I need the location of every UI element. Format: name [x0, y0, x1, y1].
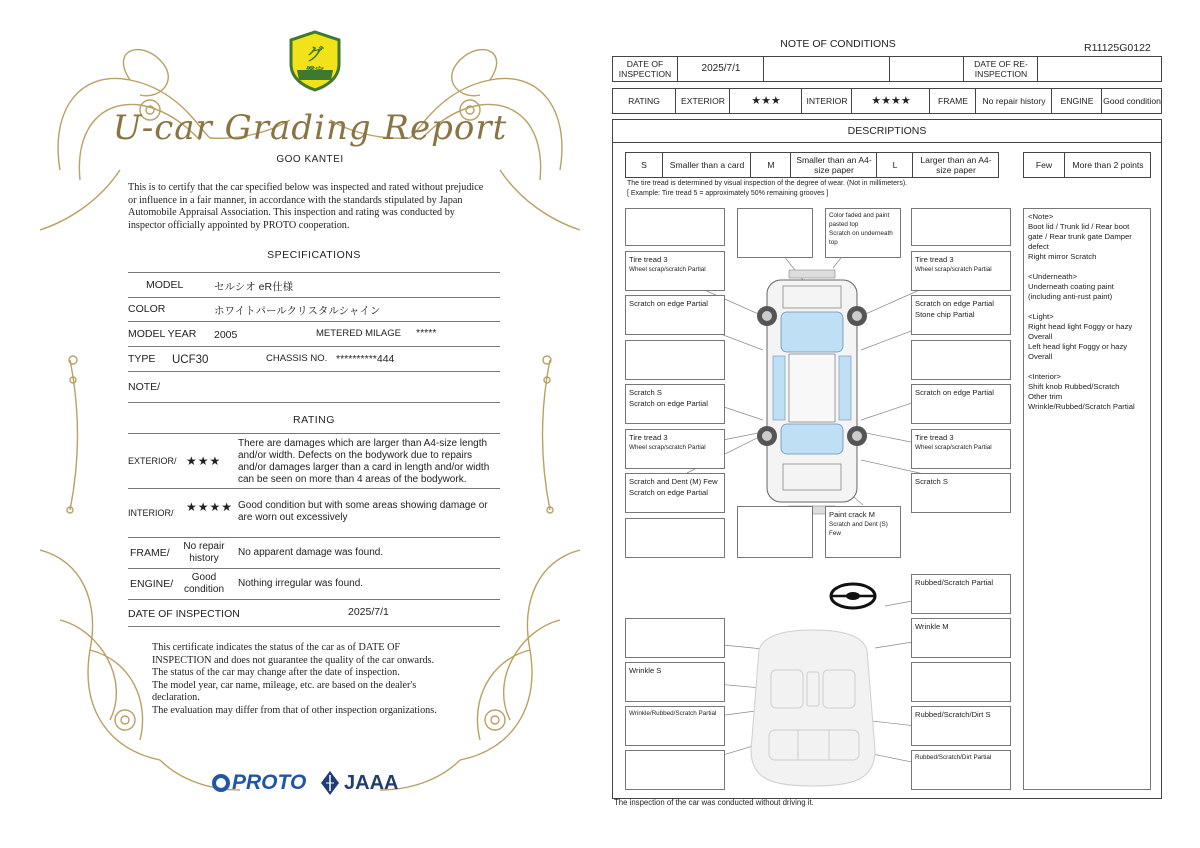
- rating-exterior-label: EXTERIOR: [675, 89, 730, 113]
- chassis-label: CHASSIS NO.: [266, 353, 328, 364]
- date-label: DATE OF INSPECTION: [128, 608, 240, 620]
- damage-note: Tire tread 3: [629, 433, 668, 442]
- footer-line: The model year, car name, mileage, etc. are based on the dealer's: [152, 679, 417, 691]
- damage-box-left-8: [625, 518, 725, 558]
- damage-box-left-2: [625, 251, 725, 291]
- footer-line: The status of the car may change after the date of inspection.: [152, 667, 400, 678]
- legend-l-desc: Larger than an A4-size paper: [912, 153, 999, 177]
- damage-box-left-5: [625, 384, 725, 424]
- color-value: ホワイトパールクリスタルシャイン: [214, 305, 381, 317]
- damage-note: Rubbed/Scratch Partial: [915, 578, 994, 587]
- jaaa-logo-text: JAAA: [344, 771, 399, 794]
- footer-line: This certificate indicates the status of the car as of DATE OF: [152, 642, 401, 653]
- specifications-heading: SPECIFICATIONS: [267, 249, 361, 261]
- damage-note: Wrinkle M: [915, 622, 949, 631]
- interior-box-left-3: [625, 662, 725, 702]
- legend-s-desc: Smaller than a card: [662, 153, 751, 177]
- interior-box-right-4: [911, 706, 1011, 746]
- conditions-footer: The inspection of the car was conducted without driving it.: [614, 798, 814, 807]
- spec-row-type: [128, 347, 500, 372]
- rating-row-date: [128, 600, 500, 627]
- damage-box-right-3: [911, 295, 1011, 335]
- engine-value: Good condition: [183, 572, 225, 595]
- note-line: Boot lid / Trunk lid / Rear boot gate / Rear trunk gate Damper defect: [1028, 222, 1132, 251]
- note-line: <Light>: [1028, 312, 1054, 321]
- proto-logo-text: PROTO: [232, 771, 307, 794]
- condition-notes-panel: [1023, 208, 1151, 790]
- damage-note: Tire tread 3: [915, 433, 954, 442]
- model-year-label: MODEL YEAR: [128, 328, 197, 340]
- damage-box-left-6: [625, 429, 725, 469]
- footer-line: The evaluation may differ from that of other inspection organizations.: [152, 704, 437, 716]
- reference-number: R11125G0122: [1084, 42, 1151, 54]
- jaaa-mark-icon: [320, 770, 340, 796]
- date-reinspection-value: [1037, 57, 1162, 81]
- type-value: UCF30: [172, 354, 209, 366]
- damage-box-right-5: [911, 384, 1011, 424]
- damage-box-right-4: [911, 340, 1011, 380]
- damage-box-left-1: [625, 208, 725, 246]
- rating-engine-value: Good condition: [1101, 89, 1162, 113]
- legend-few: Few: [1035, 160, 1053, 170]
- spec-row-model: [128, 272, 500, 298]
- interior-box-right-1: [911, 574, 1011, 614]
- damage-note: Scratch and Dent (M) Few: [629, 477, 718, 486]
- damage-note: Scratch and Dent (S) Few: [829, 521, 888, 537]
- interior-stars: ★★★★: [186, 500, 234, 514]
- legend-m-desc: Smaller than an A4-size paper: [790, 153, 877, 177]
- svg-text:グ: グ: [306, 45, 324, 65]
- report-title: U-car Grading Report: [112, 108, 508, 148]
- conditions-heading: NOTE OF CONDITIONS: [780, 38, 896, 50]
- damage-note: Tire tread 3: [629, 255, 668, 264]
- damage-note: Paint crack M: [829, 510, 875, 519]
- tire-note-1: The tire tread is determined by visual inspection of the degree of wear. (Not in millimeters).: [627, 180, 908, 187]
- damage-note: Wrinkle S: [629, 666, 662, 675]
- badge-text: 鑑定: [305, 66, 324, 76]
- damage-note: Scratch on edge Partial: [915, 388, 994, 397]
- steering-wheel-icon: [831, 584, 875, 608]
- legend-m: M: [750, 153, 791, 177]
- rating-exterior-stars: ★★★: [729, 89, 802, 113]
- note-line: Right head light Foggy or hazy Overall: [1028, 322, 1133, 341]
- engine-label: ENGINE/: [130, 578, 174, 590]
- interior-box-left-4: [625, 706, 725, 746]
- legend-l: L: [876, 153, 913, 177]
- descriptions-frame: [612, 119, 1162, 799]
- damage-note: Wheel scrap/scratch Partial: [629, 266, 706, 273]
- note-line: <Note>: [1028, 212, 1054, 221]
- legend-few-desc: More than 2 points: [1064, 153, 1151, 177]
- rating-row-exterior: [128, 433, 500, 489]
- damage-note: Wheel scrap/scratch Partial: [915, 444, 992, 451]
- frame-value: No repair history: [183, 541, 225, 564]
- spec-row-note: [128, 372, 500, 403]
- spec-row-color: [128, 297, 500, 322]
- damage-note: Rubbed/Scratch/Dirt S: [915, 710, 991, 719]
- damage-box-left-3: [625, 295, 725, 335]
- certificate-footer: [152, 642, 492, 717]
- tire-note-2: [ Example: Tire tread 5 = approximately 50% remaining grooves ]: [627, 190, 829, 197]
- footer-line: declaration.: [152, 692, 200, 703]
- legend-s: S: [641, 160, 647, 170]
- rating-engine-label: ENGINE: [1051, 89, 1102, 113]
- damage-note: Scratch S: [629, 388, 662, 397]
- date-inspection-value: 2025/7/1: [677, 57, 764, 81]
- damage-box-bottom-mid: [825, 506, 901, 558]
- rating-row-interior: [128, 488, 500, 538]
- rating-row-frame: [128, 538, 500, 569]
- damage-box-left-7: [625, 473, 725, 513]
- damage-note: Scratch S: [915, 477, 948, 486]
- report-subtitle: GOO KANTEI: [276, 154, 344, 165]
- goo-kantei-badge: [287, 30, 343, 92]
- rating-interior-label: INTERIOR: [801, 89, 852, 113]
- date-value: 2025/7/1: [348, 606, 389, 618]
- jaaa-logo: [320, 768, 398, 798]
- note-line: <Interior>: [1028, 372, 1061, 381]
- damage-note: Tire tread 3: [915, 255, 954, 264]
- note-line: Right mirror Scratch: [1028, 252, 1097, 261]
- note-spacer: [1028, 262, 1146, 272]
- damage-box-bottom-left: [737, 506, 813, 558]
- frame-desc: No apparent damage was found.: [238, 547, 384, 558]
- note-spacer: [1028, 302, 1146, 312]
- rating-frame-value: No repair history: [975, 89, 1052, 113]
- damage-note: Stone chip Partial: [915, 310, 975, 319]
- interior-label: INTERIOR/: [128, 508, 174, 518]
- rating-label: RATING: [628, 96, 660, 106]
- rating-heading: RATING: [293, 414, 335, 426]
- note-line: Left head light Foggy or hazy Overall: [1028, 342, 1128, 361]
- interior-box-left-2: [625, 618, 725, 658]
- damage-box-right-6: [911, 429, 1011, 469]
- inspection-dates-table: [612, 56, 1162, 82]
- proto-mark-icon: [212, 774, 230, 792]
- rating-interior-stars: ★★★★: [851, 89, 930, 113]
- damage-note: Wheel scrap/scratch Partial: [915, 266, 992, 273]
- damage-note: Scratch on underneath top: [829, 230, 893, 246]
- damage-box-right-1: [911, 208, 1011, 246]
- damage-note: Scratch on edge Partial: [629, 488, 708, 497]
- note-of-conditions: [610, 30, 1166, 820]
- frame-label: FRAME/: [130, 547, 170, 559]
- date-inspection-empty: [763, 57, 890, 81]
- proto-logo: [212, 768, 306, 798]
- rating-frame-label: FRAME: [929, 89, 976, 113]
- certify-text: This is to certify that the car specified below was inspected and rated without prejudice or influence in a fair manner, in accordance with the standards stipulated by Japan Automobile Appraisal Association. This inspection and rating was conducted by inspector officially appointed by PROTO cooperation.: [128, 182, 484, 231]
- engine-desc: Nothing irregular was found.: [238, 578, 364, 589]
- damage-note: Scratch on edge Partial: [915, 299, 994, 308]
- damage-note: Wheel scrap/scratch Partial: [629, 444, 706, 451]
- spec-row-model-year: [128, 322, 500, 347]
- exterior-label: EXTERIOR/: [128, 456, 177, 466]
- damage-note: Scratch on edge Partial: [629, 299, 708, 308]
- exterior-desc: There are damages which are larger than A4-size length and/or width. Defects on the bodywork due to repairs and/or damages larger than a card in length and/or width can be seen on more than 4 areas of the bodywork.: [238, 438, 490, 485]
- damage-note: Color faded and paint pasted top: [829, 212, 890, 228]
- model-year-value: 2005: [214, 329, 238, 341]
- damage-box-left-4: [625, 340, 725, 380]
- metered-milage-value: *****: [416, 327, 437, 339]
- damage-box-top-mid: [825, 208, 901, 258]
- rating-table: [612, 88, 1162, 114]
- rating-row-engine: [128, 569, 500, 600]
- damage-note: Wrinkle/Rubbed/Scratch Partial: [629, 710, 717, 717]
- interior-box-right-3: [911, 662, 1011, 702]
- chassis-value: **********444: [336, 353, 395, 365]
- interior-box-right-2: [911, 618, 1011, 658]
- note-label: NOTE/: [128, 381, 161, 393]
- color-label: COLOR: [128, 303, 166, 315]
- date-inspection-spacer: [889, 57, 964, 81]
- damage-note: Scratch on edge Partial: [629, 399, 708, 408]
- grading-certificate: [40, 20, 580, 830]
- interior-box-right-5: [911, 750, 1011, 790]
- damage-box-right-7: [911, 473, 1011, 513]
- note-line: Underneath coating paint (including anti-rust paint): [1028, 282, 1114, 301]
- interior-box-left-5: [625, 750, 725, 790]
- date-reinspection-label: DATE OF RE-INSPECTION: [963, 57, 1038, 81]
- metered-milage-label: METERED MILAGE: [316, 328, 401, 339]
- damage-box-right-2: [911, 251, 1011, 291]
- damage-box-top-left: [737, 208, 813, 258]
- footer-line: INSPECTION and does not guarantee the quality of the car onwards.: [152, 654, 435, 666]
- descriptions-heading: DESCRIPTIONS: [613, 120, 1161, 143]
- note-line: Other trim: [1028, 392, 1063, 401]
- note-spacer: [1028, 362, 1146, 372]
- date-inspection-label: DATE OF INSPECTION: [618, 59, 672, 79]
- note-line: Wrinkle/Rubbed/Scratch Partial: [1028, 402, 1135, 411]
- damage-note: Rubbed/Scratch/Dirt Partial: [915, 754, 992, 761]
- interior-desc: Good condition but with some areas showing damage or are worn out excessively: [238, 500, 488, 523]
- note-line: <Underneath>: [1028, 272, 1078, 281]
- exterior-stars: ★★★: [186, 454, 222, 468]
- model-label: MODEL: [146, 279, 184, 291]
- note-line: Shift knob Rubbed/Scratch: [1028, 382, 1120, 391]
- type-label: TYPE: [128, 353, 156, 365]
- model-value: セルシオ eR仕様: [214, 281, 294, 293]
